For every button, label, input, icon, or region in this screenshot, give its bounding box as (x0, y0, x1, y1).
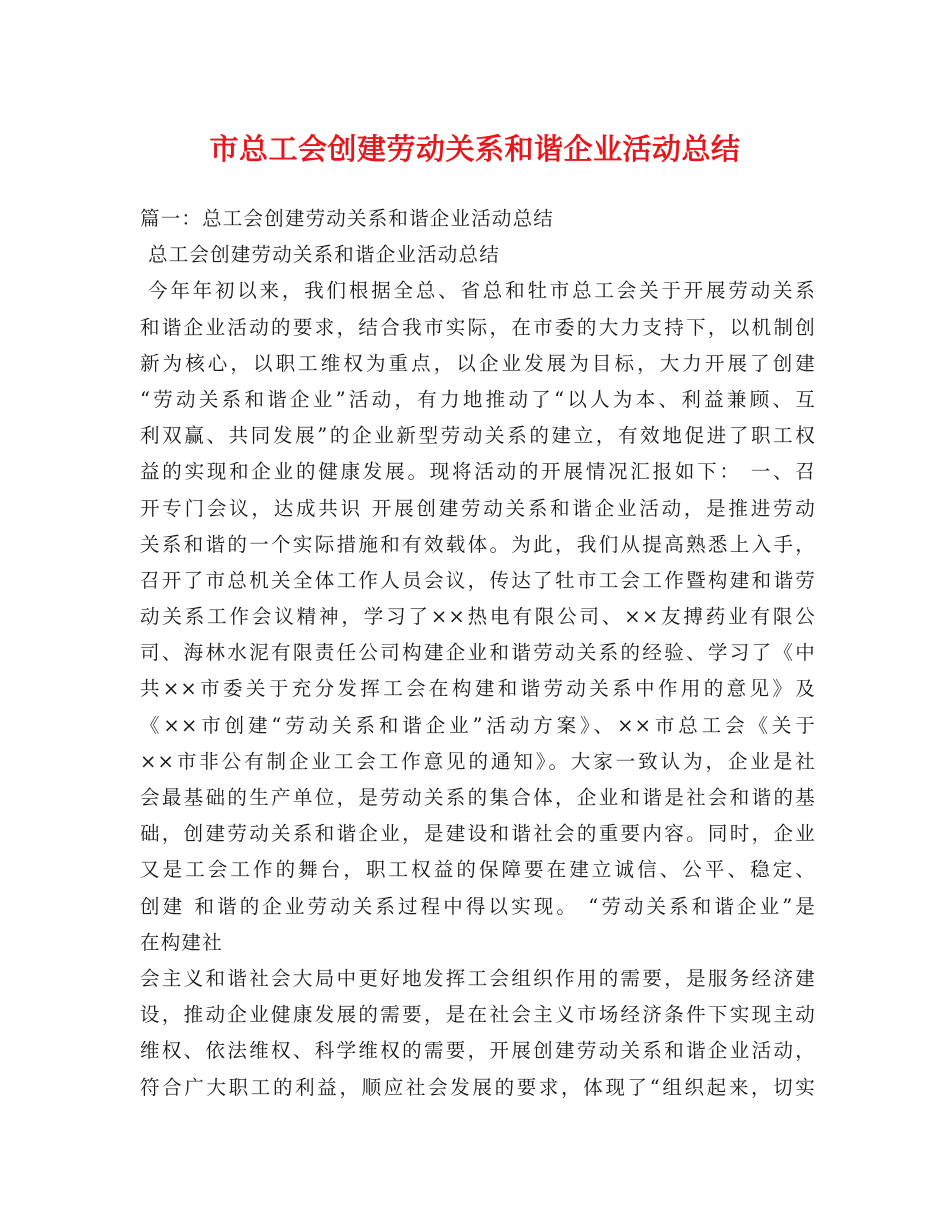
paragraph-line: 会主义和谐社会大局中更好地发挥工会组织作用的需要，是服务经济建 (140, 966, 816, 990)
section-heading: 篇一：总工会创建劳动关系和谐企业活动总结 (140, 207, 555, 230)
paragraph-line: 新为核心，以职工维权为重点，以企业发展为目标，大力开展了创建 (140, 351, 816, 375)
paragraph-line: 益的实现和企业的健康发展。现将活动的开展情况汇报如下： 一、召 (140, 460, 816, 484)
paragraph-line: ××市非公有制企业工会工作意见的通知》。大家一致认为，企业是社 (140, 749, 816, 773)
paragraph-line: 在构建社 (140, 930, 223, 954)
paragraph-line: 符合广大职工的利益，顺应社会发展的要求，体现了“组织起来，切实 (140, 1075, 816, 1099)
paragraph-line: 司、海林水泥有限责任公司构建企业和谐劳动关系的经验、学习了《中 (140, 641, 816, 665)
paragraph-line: 《××市创建“劳动关系和谐企业”活动方案》、××市总工会《关于 (140, 713, 816, 737)
paragraph-line: “劳动关系和谐企业”活动，有力地推动了“以人为本、利益兼顾、互 (140, 387, 816, 411)
paragraph-line: 召开了市总机关全体工作人员会议，传达了牡市工会工作暨构建和谐劳 (140, 568, 816, 592)
paragraph-line: 设，推动企业健康发展的需要，是在社会主义市场经济条件下实现主动 (140, 1003, 816, 1027)
paragraph-line: 今年年初以来，我们根据全总、省总和牡市总工会关于开展劳动关系 (148, 279, 816, 303)
paragraph-line: 动关系工作会议精神，学习了××热电有限公司、××友搏药业有限公 (140, 605, 816, 629)
paragraph-line: 维权、依法维权、科学维权的需要，开展创建劳动关系和谐企业活动， (140, 1039, 816, 1063)
paragraph-line: 又是工会工作的舞台，职工权益的保障要在建立诚信、公平、稳定、 (140, 858, 816, 882)
paragraph-line: 创建 和谐的企业劳动关系过程中得以实现。 “劳动关系和谐企业”是 (140, 894, 816, 918)
paragraph-line: 利双赢、共同发展”的企业新型劳动关系的建立，有效地促进了职工权 (140, 424, 816, 448)
paragraph-line: 础，创建劳动关系和谐企业，是建设和谐社会的重要内容。同时，企业 (140, 822, 816, 846)
paragraph-line: 和谐企业活动的要求，结合我市实际，在市委的大力支持下，以机制创 (140, 315, 816, 339)
paragraph-line: 开专门会议，达成共识 开展创建劳动关系和谐企业活动，是推进劳动 (140, 496, 816, 520)
paragraph-line: 共××市委关于充分发挥工会在构建和谐劳动关系中作用的意见》及 (140, 677, 816, 701)
document-title: 市总工会创建劳动关系和谐企业活动总结 (209, 132, 741, 166)
paragraph-line: 关系和谐的一个实际措施和有效载体。为此，我们从提高熟悉上入手， (140, 532, 816, 556)
document-body (140, 201, 816, 1106)
paragraph-line: 会最基础的生产单位，是劳动关系的集合体，企业和谐是社会和谐的基 (140, 786, 816, 809)
section-subheading: 总工会创建劳动关系和谐企业活动总结 (148, 243, 500, 267)
